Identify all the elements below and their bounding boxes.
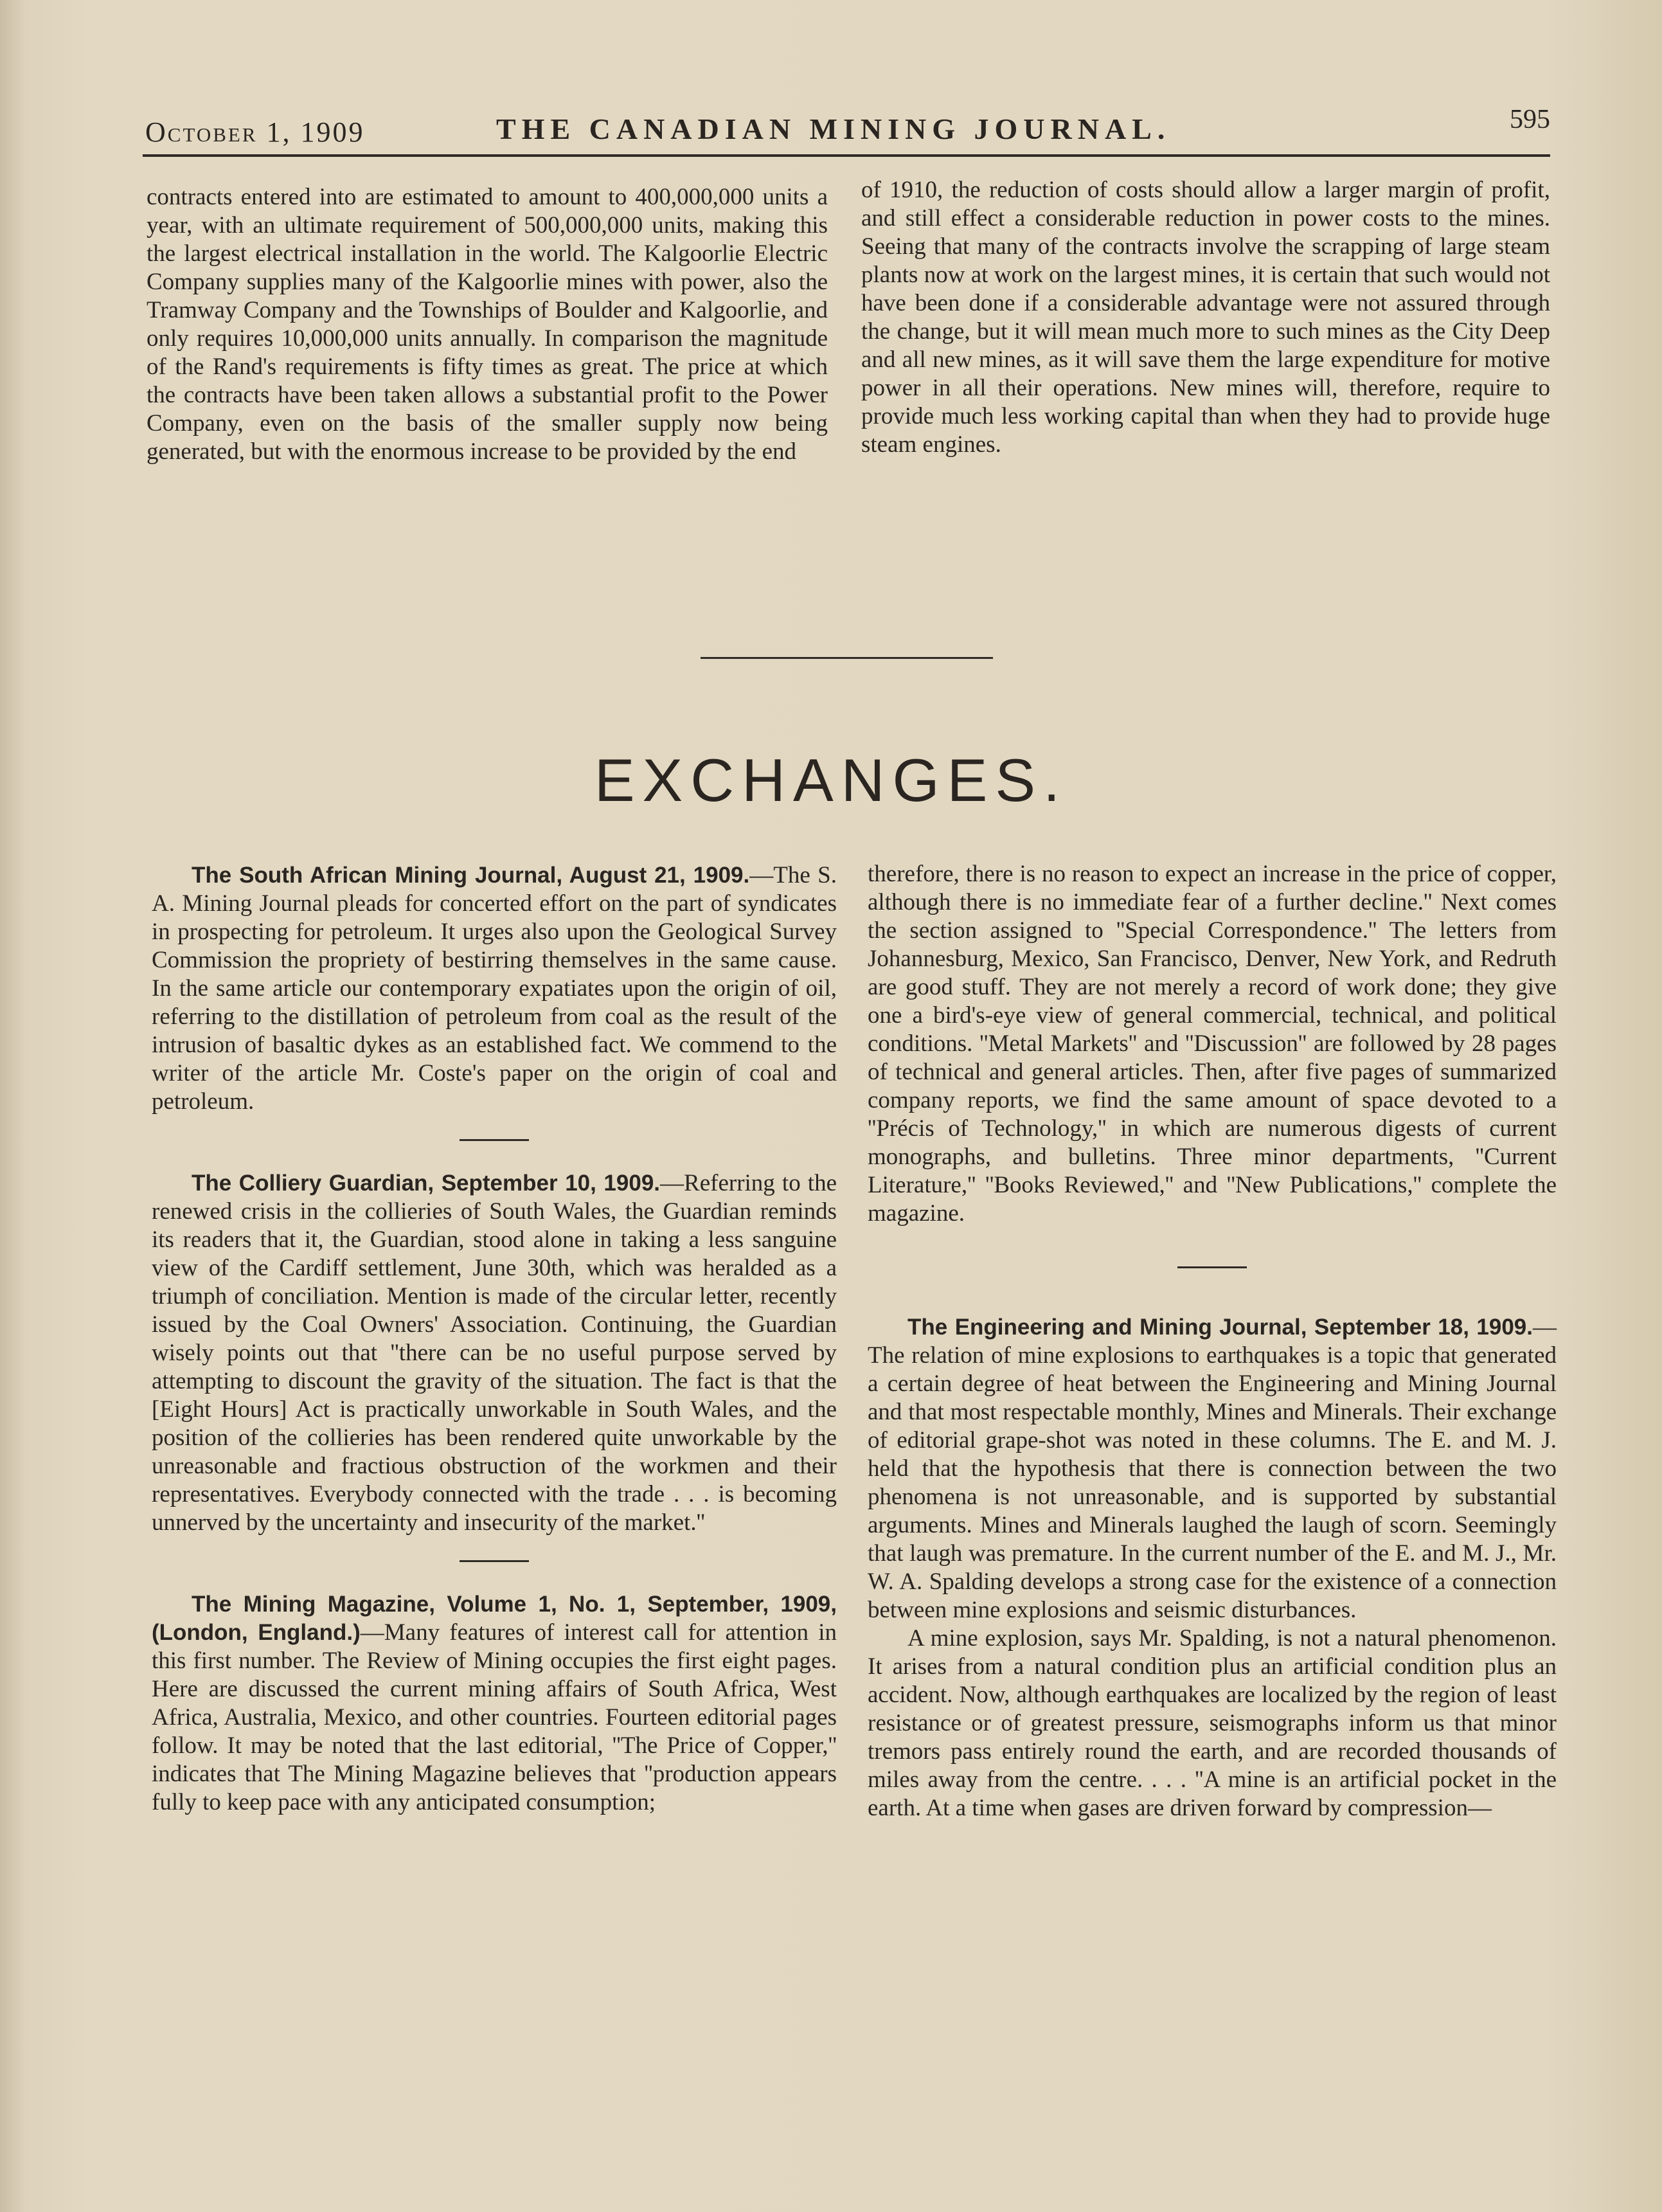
top-article-right-text: of 1910, the reduction of costs should allow a larger margin of profit, and still effect a considerable reduction in power costs to the mines. Seeing that many of the contracts involve the scrapping of large steam plants now at work on the largest mines, it is certain that such would not have been done if a considerable advantage were not assured through the change, but it will mean much more to such mines as the City Deep and all new mines, as it will save them the large expenditure for motive power in all their operations. New mines will, therefore, require to provide much less working capital than when they had to provide huge steam engines. — [861, 177, 1550, 458]
entry-separator — [460, 1560, 529, 1562]
colliery-guardian-heading: The Colliery Guardian, September 10, 1909. — [192, 1171, 661, 1196]
exchanges-right-column — [868, 860, 1557, 1822]
header-date: October 1, 1909 — [145, 116, 365, 148]
colliery-guardian-body: —Referring to the renewed crisis in the collieries of South Wales, the Guardian reminds its readers that it, the Guardian, stood alone in taking a less sanguine view of the Cardiff settlement, June 30th, which was heralded as a triumph of conciliation. Mention is made of the circular letter, recently issued by the Coal Owners' Association. Continuing, the Guardian wisely points out that ''there can be no useful purpose served by attempting to discount the gravity of the situation. The fact is that the [Eight Hours] Act is practically unworkable in South Wales, and the position of the collieries has been rendered quite unworkable by the unreasonable and fractious obstruction of the workmen and their representatives. Everybody connected with the trade . . . is becoming unnerved by the uncertainty and insecurity of the market.'' — [152, 1170, 837, 1536]
top-article-right-column — [861, 176, 1550, 459]
mining-magazine-entry — [152, 1590, 837, 1817]
engineering-mining-heading: The Engineering and Mining Journal, September 18, 1909. — [907, 1315, 1533, 1340]
south-african-body: —The S. A. Mining Journal pleads for concerted effort on the part of syndicates in prospecting for petroleum. It urges also upon the Geological Survey Commission the propriety of bestirring themselves in the same cause. In the same article our contemporary expatiates upon the origin of oil, referring to the distillation of petroleum from coal as the result of the intrusion of basaltic dykes as an established fact. We commend to the writer of the article Mr. Coste's paper on the origin of coal and petroleum. — [152, 862, 837, 1115]
section-title: EXCHANGES. — [594, 746, 1068, 814]
mining-magazine-continued: therefore, there is no reason to expect an increase in the price of copper, although there is no immediate fear of a further decline.'' Next comes the section assigned to ''Special Correspondence.'' The letters from Johannesburg, Mexico, San Francisco, Denver, New York, and Redruth are good stuff. They are not merely a record of work done; they give one a bird's-eye view of general commercial, technical, and political conditions. ''Metal Markets'' and ''Discussion'' are followed by 28 pages of technical and general articles. Then, after five pages of summarized company reports, we find the same amount of space devoted to a ''Précis of Technology,'' in which are numerous digests of current monographs, and bulletins. Three minor departments, ''Current Literature,'' ''Books Reviewed,'' and ''New Publications,'' complete the magazine. — [868, 861, 1557, 1227]
south-african-entry — [152, 861, 837, 1116]
top-article-left-text: contracts entered into are estimated to amount to 400,000,000 units a year, with an ultimate requirement of 500,000,000 units, making this the largest electrical installation in the world. The Kalgoorlie Electric Company supplies many of the Kalgoorlie mines with power, also the Tramway Company and the Townships of Boulder and Kalgoorlie, and only requires 10,000,000 units annually. In comparison the magnitude of the Rand's requirements is fifty times as great. The price at which the contracts have been taken allows a substantial profit to the Power Company, even on the basis of the smaller supply now being generated, but with the enormous increase to be provided by the end — [147, 184, 828, 465]
entry-separator — [1177, 1266, 1247, 1268]
entry-separator — [460, 1139, 529, 1141]
engineering-mining-paragraph-2: A mine explosion, says Mr. Spalding, is not a natural phenomenon. It arises from a natural condition plus an artificial condition plus an accident. Now, although earthquakes are localized by the region of least resistance or of greatest pressure, seismographs inform us that minor tremors pass entirely round the earth, and are recorded thousands of miles away from the centre. . . . ''A mine is an artificial pocket in the earth. At a time when gases are driven forward by compression— — [868, 1625, 1557, 1821]
south-african-heading: The South African Mining Journal, August 21, 1909. — [192, 863, 750, 888]
mining-magazine-body: —Many features of interest call for attention in this first number. The Review of Mining occupies the first eight pages. Here are discussed the current mining affairs of South Africa, West Africa, Australia, Mexico, and other countries. Fourteen editorial pages follow. It may be noted that the last editorial, ''The Price of Copper,'' indicates that The Mining Magazine believes that ''production appears fully to keep pace with any anticipated consumption; — [152, 1619, 837, 1815]
top-article-left-column — [147, 183, 828, 466]
journal-title: THE CANADIAN MINING JOURNAL. — [496, 112, 1171, 145]
exchanges-left-column — [152, 861, 837, 1817]
section-divider — [701, 657, 993, 659]
colliery-guardian-entry — [152, 1169, 837, 1537]
page-header — [143, 96, 1550, 157]
page-number: 595 — [1510, 105, 1550, 134]
engineering-mining-entry — [868, 1313, 1557, 1624]
mining-magazine-heading: The Mining Magazine, Volume 1, No. 1, September, 1909, (London, England.) — [152, 1592, 837, 1645]
engineering-mining-body: —The relation of mine explosions to earthquakes is a topic that generated a certain degree of heat between the Engineering and Mining Journal and that most respectable monthly, Mines and Minerals. Their exchange of editorial grape-shot was noted in these columns. The E. and M. J. held that the hypothesis that there is connection between the two phenomena is not unreasonable, and is supported by substantial arguments. Mines and Minerals laughed the laugh of scorn. Seemingly that laugh was premature. In the current number of the E. and M. J., Mr. W. A. Spalding develops a strong case for the existence of a connection between mine explosions and seismic disturbances. — [868, 1314, 1557, 1623]
